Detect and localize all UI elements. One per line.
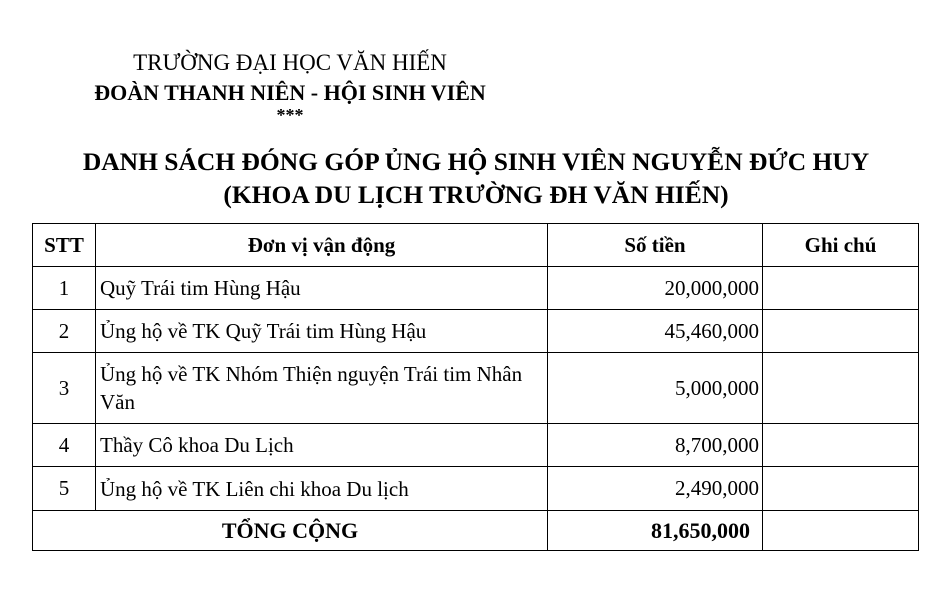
row-stt: 3 bbox=[33, 353, 96, 424]
table-row bbox=[33, 267, 919, 310]
row-note bbox=[763, 267, 919, 310]
header-separator: *** bbox=[276, 105, 304, 125]
column-header-amount: Số tiền bbox=[548, 224, 763, 267]
row-amount: 20,000,000 bbox=[548, 267, 763, 310]
column-header-note: Ghi chú bbox=[763, 224, 919, 267]
row-stt: 5 bbox=[33, 467, 96, 511]
row-stt: 2 bbox=[33, 310, 96, 353]
total-row bbox=[33, 511, 919, 551]
university-name: TRƯỜNG ĐẠI HỌC VĂN HIẾN bbox=[133, 50, 447, 75]
total-note bbox=[763, 511, 919, 551]
table-row bbox=[33, 310, 919, 353]
row-note bbox=[763, 310, 919, 353]
row-unit: Ủng hộ về TK Liên chi khoa Du lịch bbox=[96, 467, 548, 511]
column-header-stt: STT bbox=[33, 224, 96, 267]
row-unit: Quỹ Trái tim Hùng Hậu bbox=[96, 267, 548, 310]
document-subtitle: (KHOA DU LỊCH TRƯỜNG ĐH VĂN HIẾN) bbox=[223, 180, 729, 209]
table-row bbox=[33, 353, 919, 424]
row-note bbox=[763, 424, 919, 467]
row-amount: 2,490,000 bbox=[548, 467, 763, 511]
contribution-table bbox=[32, 223, 919, 551]
row-note bbox=[763, 467, 919, 511]
column-header-unit: Đơn vị vận động bbox=[96, 224, 548, 267]
row-amount: 5,000,000 bbox=[548, 353, 763, 424]
total-amount: 81,650,000 bbox=[548, 511, 763, 551]
table-row bbox=[33, 424, 919, 467]
organization-name: ĐOÀN THANH NIÊN - HỘI SINH VIÊN bbox=[94, 80, 486, 105]
row-stt: 1 bbox=[33, 267, 96, 310]
table-header-row bbox=[33, 224, 919, 267]
row-amount: 8,700,000 bbox=[548, 424, 763, 467]
document-title: DANH SÁCH ĐÓNG GÓP ỦNG HỘ SINH VIÊN NGUYỄN ĐỨC HUY bbox=[82, 147, 870, 176]
row-note bbox=[763, 353, 919, 424]
row-amount: 45,460,000 bbox=[548, 310, 763, 353]
row-unit: Thầy Cô khoa Du Lịch bbox=[96, 424, 548, 467]
row-stt: 4 bbox=[33, 424, 96, 467]
total-label: TỔNG CỘNG bbox=[33, 511, 548, 551]
row-unit: Ủng hộ về TK Nhóm Thiện nguyện Trái tim Nhân Văn bbox=[96, 353, 548, 424]
row-unit: Ủng hộ về TK Quỹ Trái tim Hùng Hậu bbox=[96, 310, 548, 353]
table-row bbox=[33, 467, 919, 511]
